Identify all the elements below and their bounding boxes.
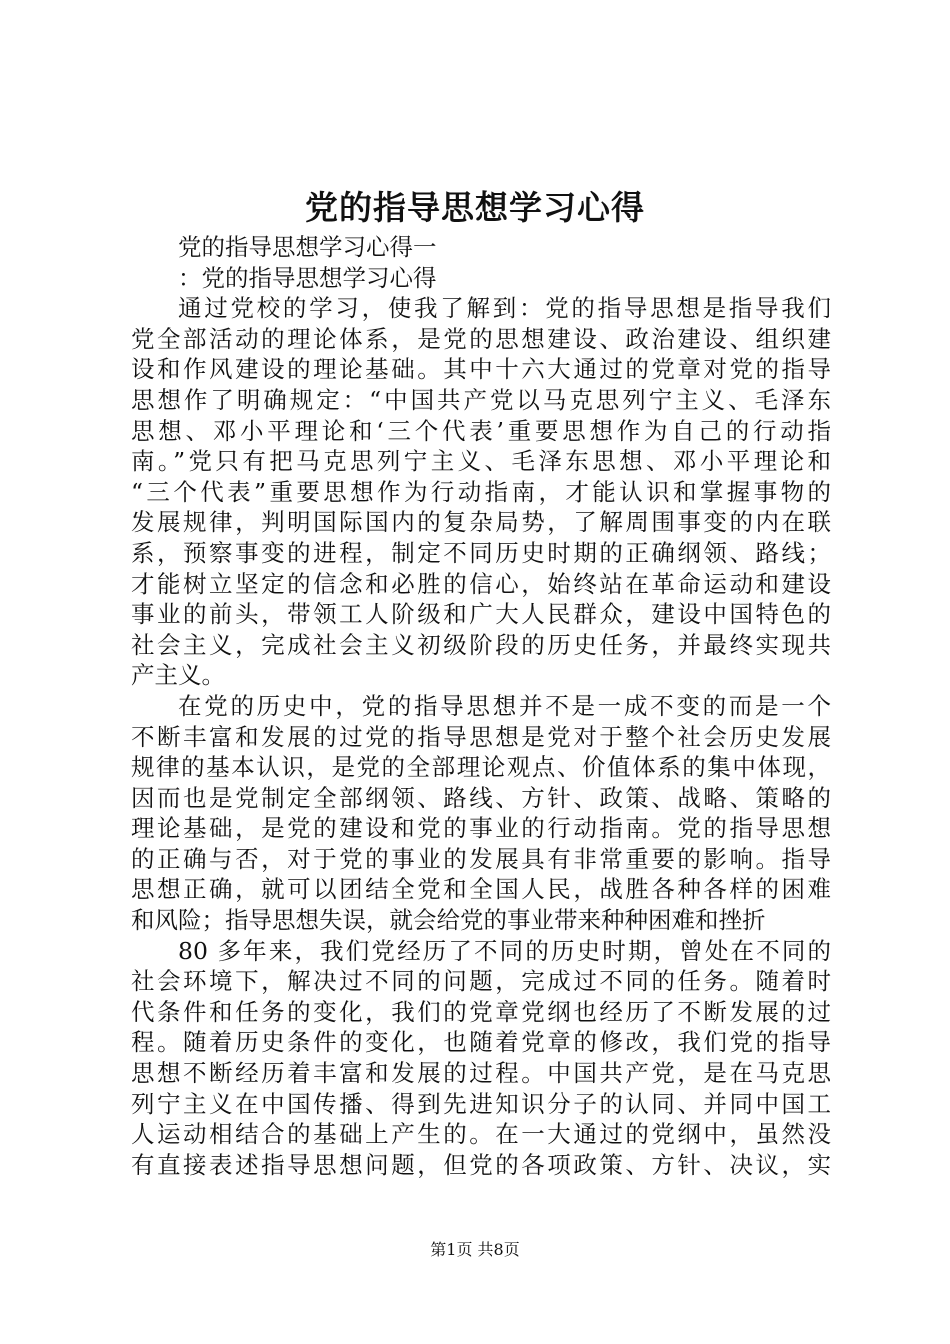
text-line: 社会主义，完成社会主义初级阶段的历史任务，并最终实现共 bbox=[131, 630, 831, 659]
text-line: 通过党校的学习，使我了解到：党的指导思想是指导我们 bbox=[178, 294, 831, 323]
text-line: 南。”党只有把马克思列宁主义、毛泽东思想、邓小平理论和 bbox=[131, 447, 831, 476]
document-title: 党的指导思想学习心得 bbox=[305, 188, 645, 227]
text-line: 程。随着历史条件的变化，也随着党章的修改，我们党的指导 bbox=[131, 1028, 831, 1057]
text-line: 人运动相结合的基础上产生的。在一大通过的党纲中，虽然没 bbox=[131, 1120, 831, 1149]
document-body bbox=[131, 232, 831, 1180]
text-line: 系，预察事变的进程，制定不同历史时期的正确纲领、路线； bbox=[131, 538, 831, 567]
text-line: 事业的前头，带领工人阶级和广大人民群众，建设中国特色的 bbox=[131, 600, 831, 629]
text-line: “三个代表”重要思想作为行动指南，才能认识和掌握事物的 bbox=[131, 477, 831, 506]
text-line: 思想、邓小平理论和‘三个代表’重要思想作为自己的行动指 bbox=[131, 416, 831, 445]
text-line: 才能树立坚定的信念和必胜的信心，始终站在革命运动和建设 bbox=[131, 569, 831, 598]
text-line: 在党的历史中，党的指导思想并不是一成不变的而是一个 bbox=[178, 691, 831, 720]
text-line: 列宁主义在中国传播、得到先进知识分子的认同、并同中国工 bbox=[131, 1089, 831, 1118]
text-line: 社会环境下，解决过不同的问题，完成过不同的任务。随着时 bbox=[131, 967, 831, 996]
text-line: 思想正确，就可以团结全党和全国人民，战胜各种各样的困难 bbox=[131, 875, 831, 904]
text-line: 党的指导思想学习心得一 bbox=[178, 233, 437, 261]
text-line: 因而也是党制定全部纲领、路线、方针、政策、战略、策略的 bbox=[131, 783, 831, 812]
text-line: 思想作了明确规定：“中国共产党以马克思列宁主义、毛泽东 bbox=[131, 385, 831, 414]
text-line: 80 多年来，我们党经历了不同的历史时期，曾处在不同的 bbox=[178, 936, 831, 965]
text-line: 代条件和任务的变化，我们的党章党纲也经历了不断发展的过 bbox=[131, 997, 831, 1026]
text-line: 有直接表述指导思想问题，但党的各项政策、方针、决议，实 bbox=[131, 1150, 831, 1179]
text-line: 设和作风建设的理论基础。其中十六大通过的党章对党的指导 bbox=[131, 355, 831, 384]
text-line: ：党的指导思想学习心得 bbox=[178, 263, 437, 292]
text-line: 的正确与否，对于党的事业的发展具有非常重要的影响。指导 bbox=[131, 844, 831, 873]
page-footer: 第1页 共8页 bbox=[430, 1240, 520, 1259]
text-line: 规律的基本认识，是党的全部理论观点、价值体系的集中体现， bbox=[131, 753, 831, 782]
text-line: 不断丰富和发展的过党的指导思想是党对于整个社会历史发展 bbox=[131, 722, 831, 751]
text-line: 和风险；指导思想失误，就会给党的事业带来种种困难和挫折 bbox=[131, 906, 766, 935]
text-line: 理论基础，是党的建设和党的事业的行动指南。党的指导思想 bbox=[131, 814, 831, 843]
text-line: 发展规律，判明国际国内的复杂局势，了解周围事变的内在联 bbox=[131, 508, 831, 537]
text-line: 思想不断经历着丰富和发展的过程。中国共产党，是在马克思 bbox=[131, 1059, 831, 1088]
text-line: 产主义。 bbox=[131, 661, 225, 690]
text-line: 党全部活动的理论体系，是党的思想建设、政治建设、组织建 bbox=[131, 324, 831, 353]
